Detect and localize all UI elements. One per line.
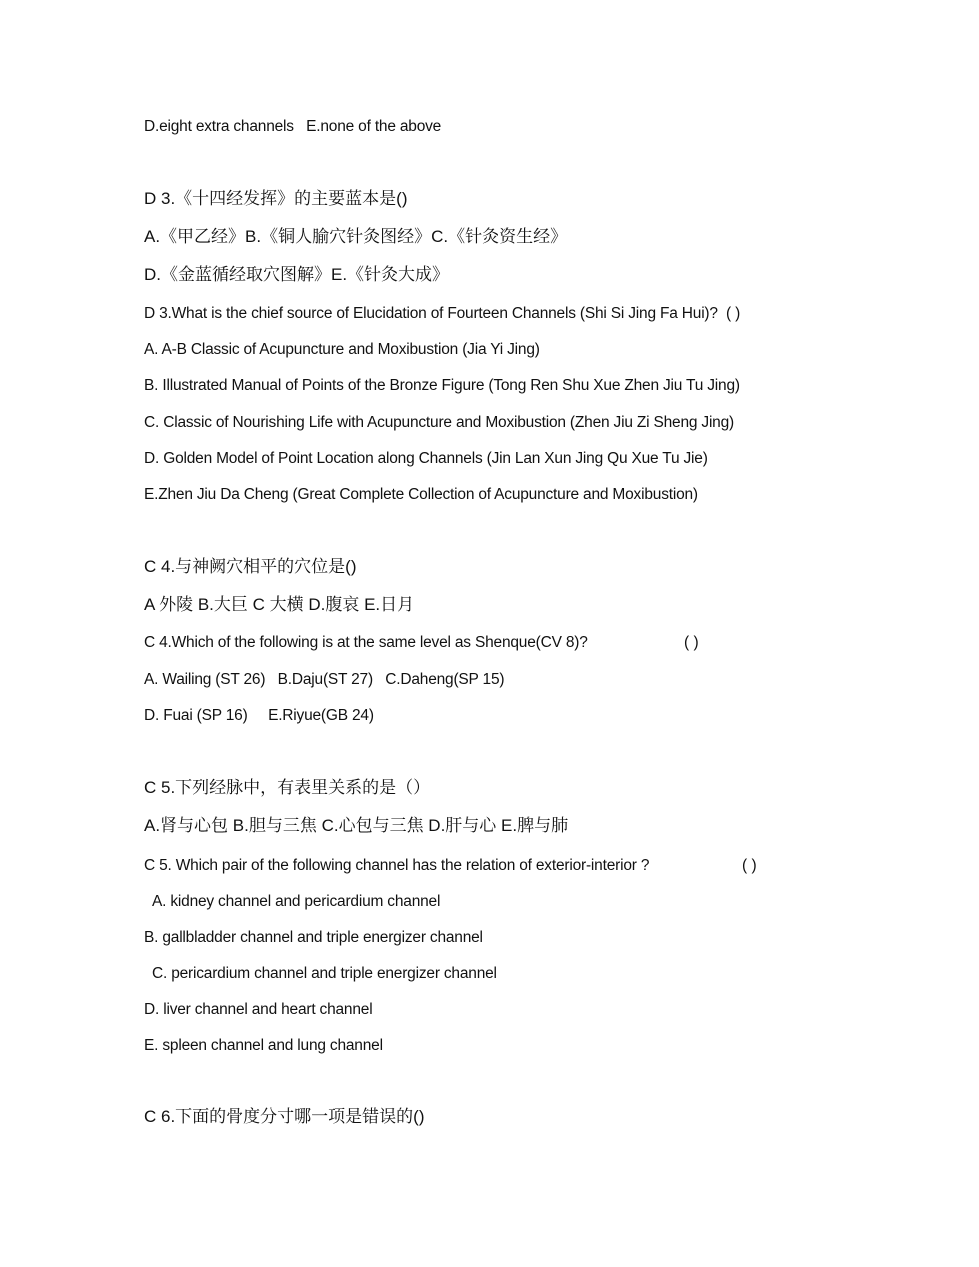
question-4-options-a-c: A. Wailing (ST 26) B.Daju(ST 27) C.Daheng(SP 15) — [144, 671, 505, 688]
question-5-chinese-stem: C 5.下列经脉中，有表里关系的是（） — [144, 778, 431, 797]
question-3-option-c: C. Classic of Nourishing Life with Acupuncture and Moxibustion (Zhen Jiu Zi Sheng Jing) — [144, 414, 734, 431]
question-4-english-stem: C 4.Which of the following is at the same level as Shenque(CV 8)? — [144, 634, 588, 651]
question-4-chinese-options: A 外陵 B.大巨 C 大横 D.腹哀 E.日月 — [144, 595, 415, 614]
question-5-chinese-options: A.肾与心包 B.胆与三焦 C.心包与三焦 D.肝与心 E.脾与肺 — [144, 816, 569, 835]
question-4-chinese-stem: C 4.与神阙穴相平的穴位是() — [144, 557, 357, 576]
question-3-chinese-stem: D 3.《十四经发挥》的主要蓝本是() — [144, 189, 408, 208]
question-5-english-stem: C 5. Which pair of the following channel has the relation of exterior-interior ? — [144, 857, 650, 874]
question-3-option-d: D. Golden Model of Point Location along Channels (Jin Lan Xun Jing Qu Xue Tu Jie) — [144, 450, 708, 467]
question-5-option-c: C. pericardium channel and triple energizer channel — [152, 965, 497, 982]
question-3-chinese-options-a-c: A.《甲乙经》B.《铜人腧穴针灸图经》C.《针灸资生经》 — [144, 227, 568, 246]
question-5-option-d: D. liver channel and heart channel — [144, 1001, 373, 1018]
option-line-d-e-question-2: D.eight extra channels E.none of the above — [144, 118, 442, 135]
question-6-chinese-stem: C 6.下面的骨度分寸哪一项是错误的() — [144, 1107, 425, 1126]
question-5-option-e: E. spleen channel and lung channel — [144, 1037, 383, 1054]
question-3-option-b: B. Illustrated Manual of Points of the Bronze Figure (Tong Ren Shu Xue Zhen Jiu Tu Jing) — [144, 377, 740, 394]
question-5-option-a: A. kidney channel and pericardium channel — [152, 893, 441, 910]
question-3-option-a: A. A-B Classic of Acupuncture and Moxibustion (Jia Yi Jing) — [144, 341, 540, 358]
question-3-chinese-options-d-e: D.《金蓝循经取穴图解》E.《针灸大成》 — [144, 265, 450, 284]
question-4-answer-blank: ( ) — [684, 634, 699, 651]
question-4-options-d-e: D. Fuai (SP 16) E.Riyue(GB 24) — [144, 707, 374, 724]
question-3-english-stem: D 3.What is the chief source of Elucidation of Fourteen Channels (Shi Si Jing Fa Hui)? ( ) — [144, 305, 741, 322]
question-5-answer-blank: ( ) — [742, 857, 757, 874]
question-5-option-b: B. gallbladder channel and triple energizer channel — [144, 929, 483, 946]
question-3-option-e: E.Zhen Jiu Da Cheng (Great Complete Collection of Acupuncture and Moxibustion) — [144, 486, 698, 503]
